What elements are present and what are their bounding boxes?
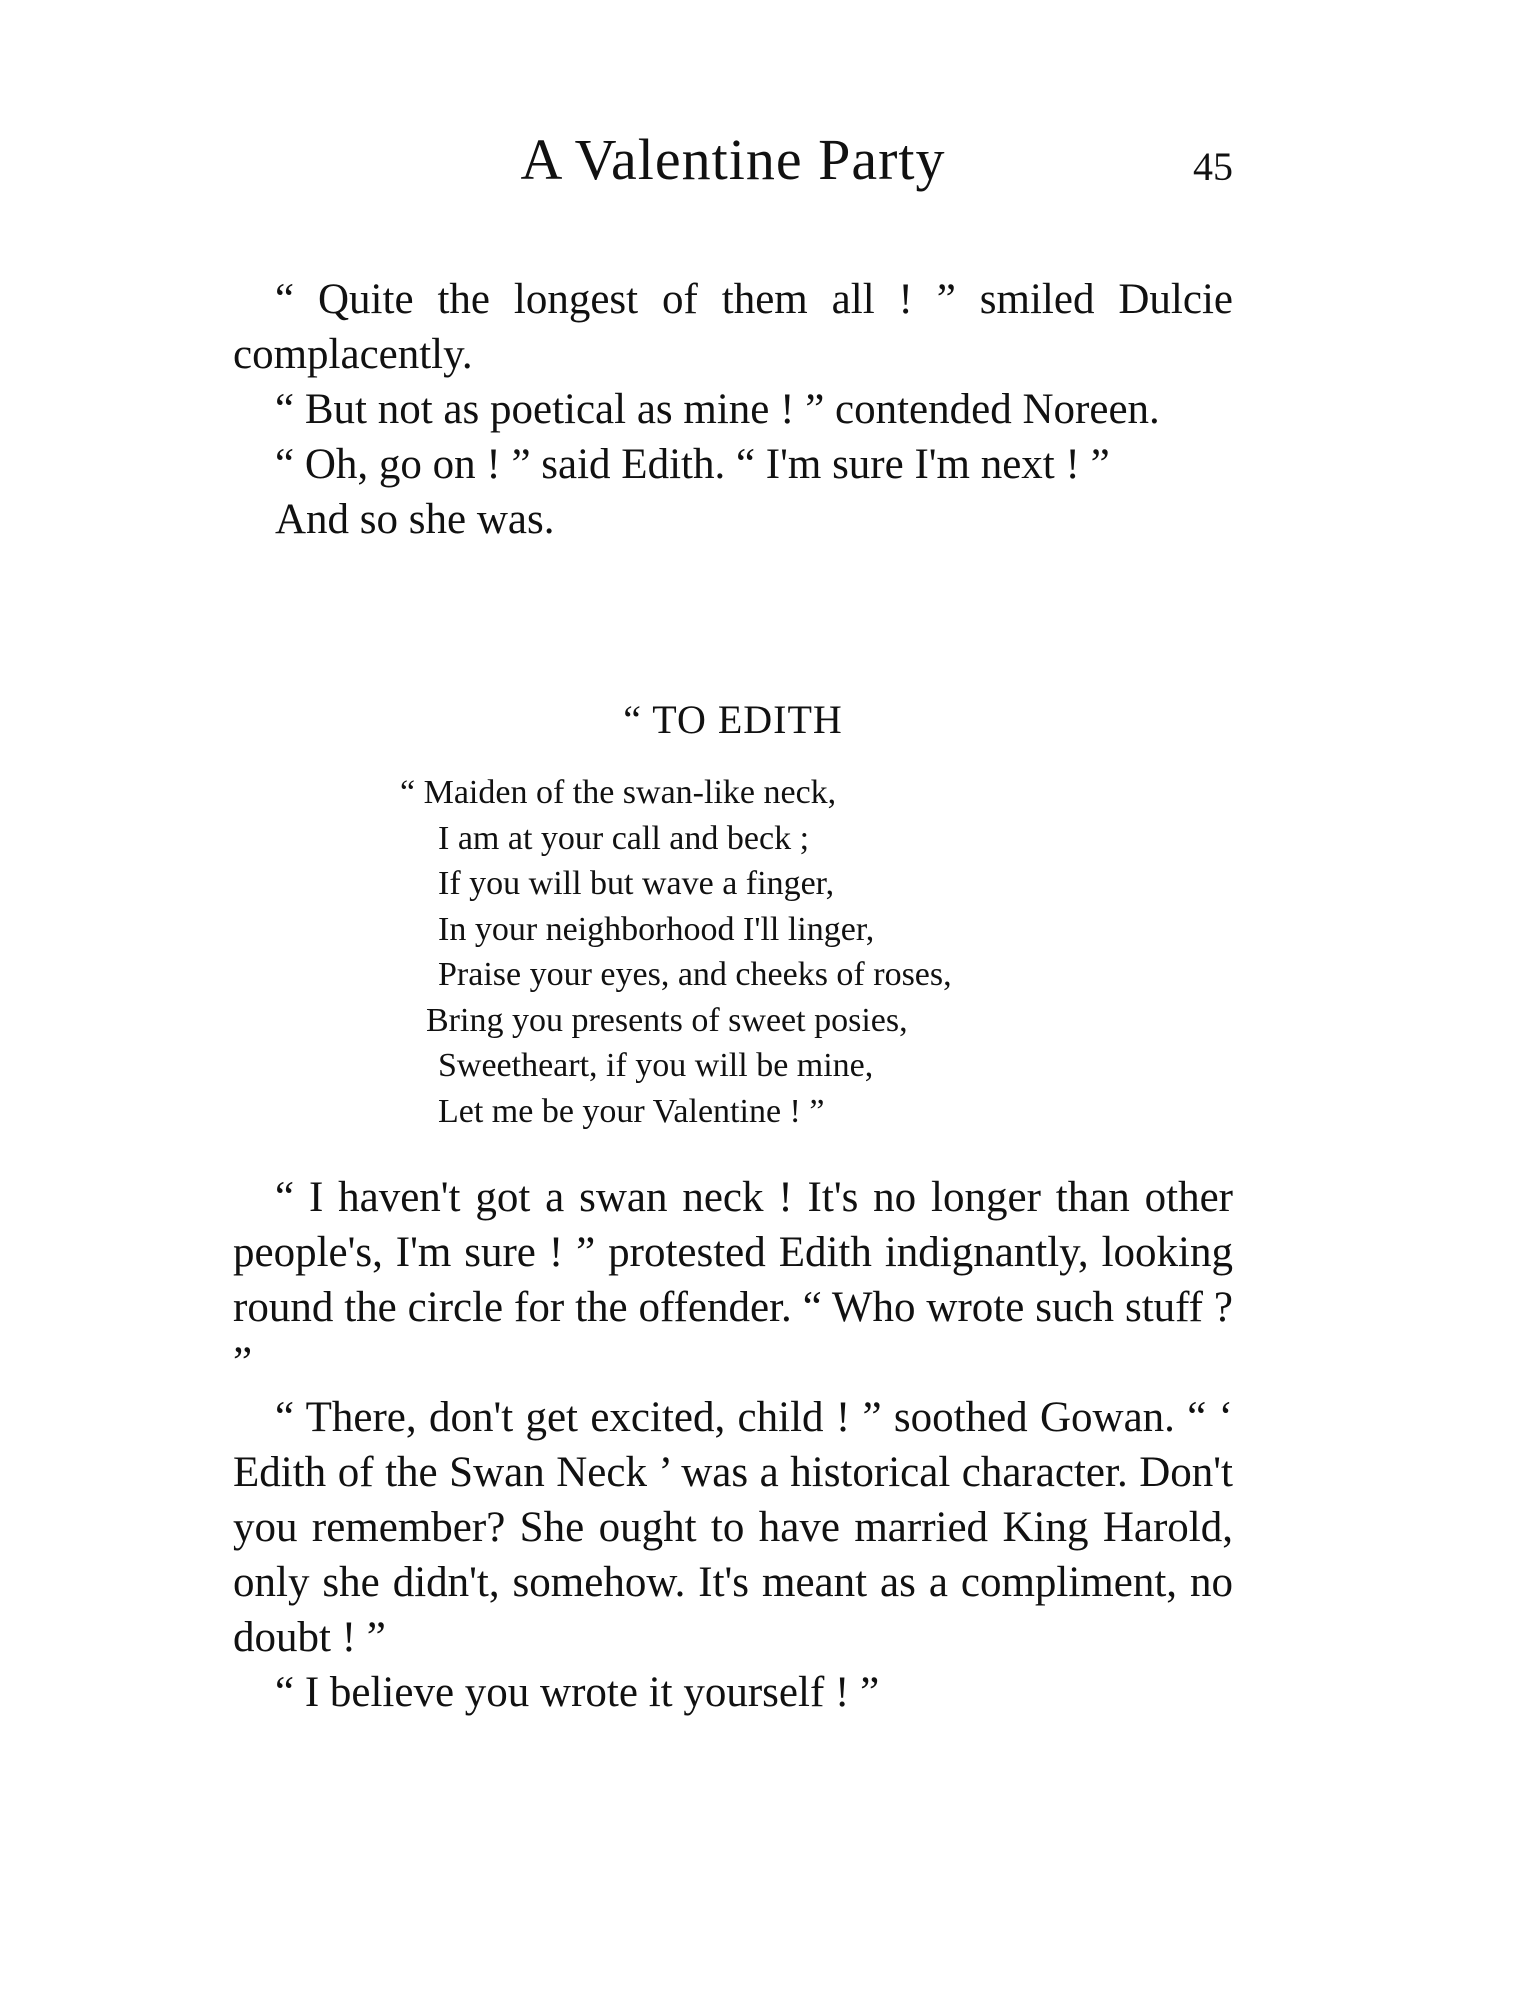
paragraph: “ I believe you wrote it yourself ! ” xyxy=(275,1669,880,1716)
poem-line: Bring you presents of sweet posies, xyxy=(426,1001,908,1039)
paragraph: And so she was. xyxy=(275,496,555,543)
poem-line: I am at your call and beck ; xyxy=(438,819,810,857)
text-block-before-poem xyxy=(233,272,1233,547)
poem-title: “ TO EDITH xyxy=(623,697,843,742)
poem-line: Let me be your Valentine ! ” xyxy=(438,1092,825,1130)
poem-line: Sweetheart, if you will be mine, xyxy=(438,1047,874,1084)
page-header xyxy=(233,120,1233,210)
text-block-after-poem xyxy=(233,1170,1233,1720)
poem xyxy=(400,770,1100,1134)
poem-line: “ Maiden of the swan-like neck, xyxy=(400,774,837,811)
poem-line: If you will but wave a finger, xyxy=(438,865,835,902)
page-number: 45 xyxy=(1193,144,1233,189)
running-title: A Valentine Party xyxy=(520,127,946,192)
paragraph: “ But not as poetical as mine ! ” contended Noreen. xyxy=(275,386,1160,433)
poem-line: In your neighborhood I'll linger, xyxy=(438,910,875,948)
paragraph: “ I haven't got a swan neck ! It's no longer than other people's, I'm sure ! ” protested Edith indignantly, looking round the circle for the offender. “ Who wrote such stuff ? ” xyxy=(233,1174,1233,1386)
paragraph: “ Quite the longest of them all ! ” smiled Dulcie complacently. xyxy=(233,276,1233,378)
poem-line: Praise your eyes, and cheeks of roses, xyxy=(438,956,952,993)
paragraph: “ Oh, go on ! ” said Edith. “ I'm sure I'm next ! ” xyxy=(275,441,1110,488)
paragraph: “ There, don't get excited, child ! ” soothed Gowan. “ ‘ Edith of the Swan Neck ’ was a historical character. Don't you remember? She ought to have married King Harold, only she didn't, somehow. It's meant as a compliment, no doubt ! ” xyxy=(233,1394,1233,1661)
